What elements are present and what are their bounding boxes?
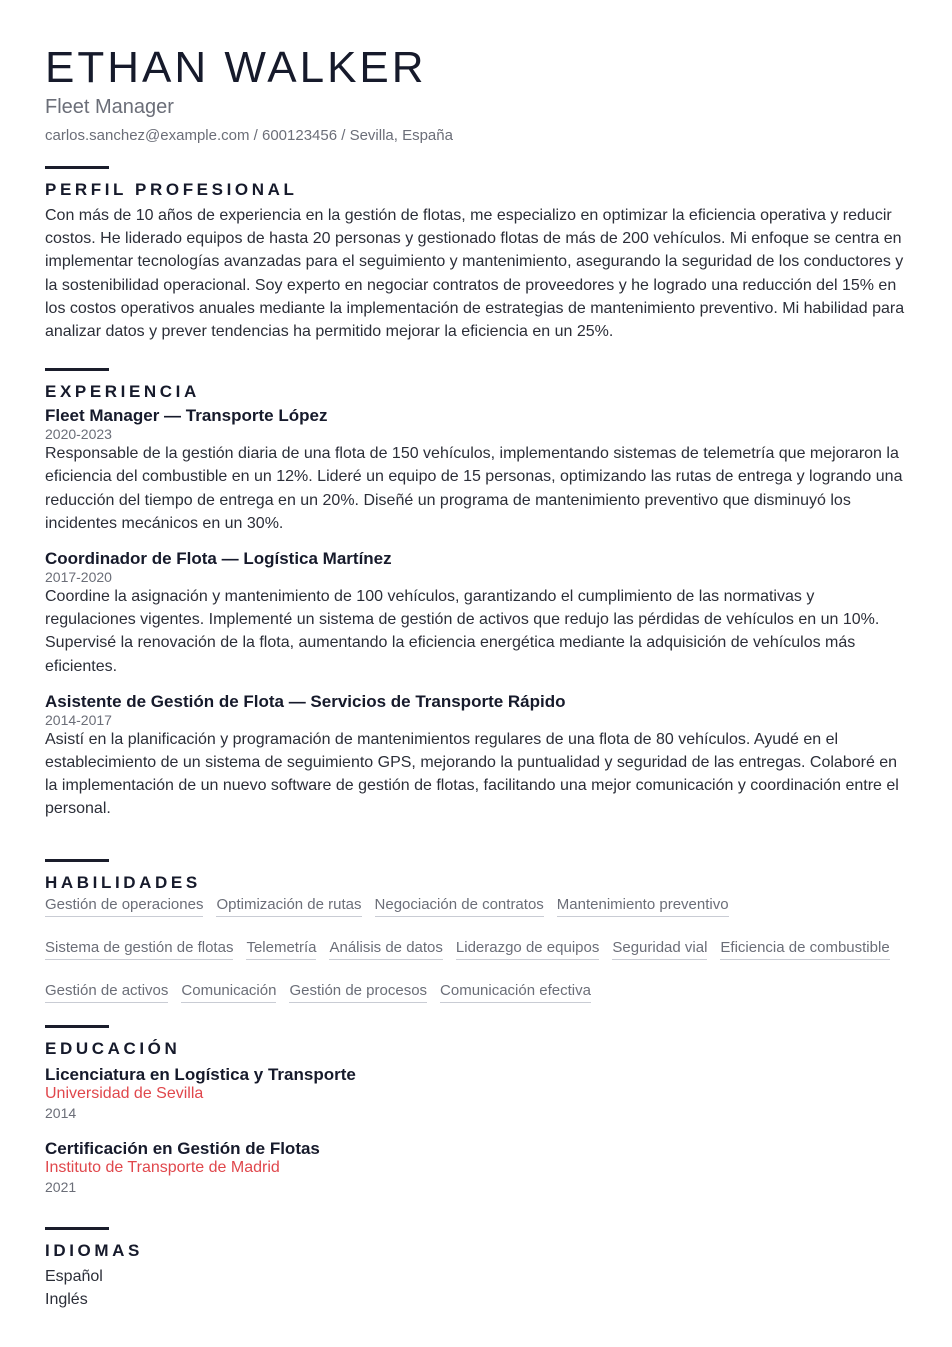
section-divider: [45, 1227, 109, 1230]
section-divider: [45, 368, 109, 371]
job-description: Responsable de la gestión diaria de una flota de 150 vehículos, implementando sistemas de telemetría que mejoraron la eficiencia del combustible en un 12%. Lideré un equipo de 15 personas, optimizando las rutas de entrega y logrando una reducción del tiempo de entrega en un 20%. Diseñé un programa de mantenimiento preventivo que disminuyó los incidentes mecánicos en un 30%.: [45, 445, 903, 532]
skill-tag: Telemetría: [246, 939, 316, 960]
section-title-languages: IDIOMAS: [45, 1240, 143, 1260]
languages-list: [45, 1265, 907, 1311]
skill-tag: Gestión de activos: [45, 982, 168, 1003]
education-degree: Licenciatura en Logística y Transporte: [45, 1064, 356, 1084]
job-dates: 2017-2020: [45, 569, 112, 586]
skill-tag: Sistema de gestión de flotas: [45, 939, 233, 960]
skill-tag: Seguridad vial: [612, 939, 707, 960]
skill-tag: Comunicación efectiva: [440, 982, 591, 1003]
education-entry: [45, 1065, 907, 1123]
profile-section: [45, 166, 907, 343]
job-description: Asistí en la planificación y programación de mantenimientos regulares de una flota de 80 vehículos. Ayudé en el establecimiento de un sistema de seguimiento GPS, mejorando la puntualidad y seguridad de las entregas. Colaboré en la implementación de un nuevo software de gestión de flotas, facilitando una mejor comunicación y coordinación entre el personal.: [45, 730, 899, 818]
contact-info: carlos.sanchez@example.com / 600123456 / Sevilla, España: [45, 127, 453, 144]
language-item: Español: [45, 1267, 103, 1285]
skill-tag: Eficiencia de combustible: [720, 939, 889, 960]
job-entry: [45, 692, 907, 821]
section-divider: [45, 166, 109, 169]
job-dates: 2014-2017: [45, 711, 112, 728]
language-item: Inglés: [45, 1290, 88, 1308]
resume-header: [45, 44, 907, 145]
job-title: Fleet Manager — Transporte López: [45, 406, 328, 426]
candidate-name: ETHAN WALKER: [45, 43, 427, 92]
skill-tag: Liderazgo de equipos: [456, 939, 599, 960]
section-title-skills: HABILIDADES: [45, 872, 201, 892]
education-year: 2014: [45, 1104, 77, 1121]
education-school: Universidad de Sevilla: [45, 1084, 204, 1102]
skills-section: [45, 859, 907, 1003]
candidate-title: Fleet Manager: [45, 96, 174, 118]
skill-tag: Optimización de rutas: [216, 896, 361, 917]
skill-tag: Gestión de operaciones: [45, 896, 203, 917]
education-school: Instituto de Transporte de Madrid: [45, 1158, 280, 1176]
section-title-profile: PERFIL PROFESIONAL: [45, 180, 298, 199]
job-dates: 2020-2023: [45, 426, 112, 443]
section-divider: [45, 1025, 109, 1028]
education-section: [45, 1025, 907, 1197]
skill-tag: Comunicación: [181, 982, 276, 1003]
skill-tag: Mantenimiento preventivo: [557, 896, 729, 917]
job-title: Asistente de Gestión de Flota — Servicios de Transporte Rápido: [45, 691, 566, 711]
education-degree: Certificación en Gestión de Flotas: [45, 1138, 320, 1158]
languages-section: [45, 1227, 907, 1311]
skill-tag: Análisis de datos: [329, 939, 442, 960]
job-entry: [45, 406, 907, 535]
skills-list: [45, 896, 915, 1003]
job-title: Coordinador de Flota — Logística Martínez: [45, 549, 392, 569]
job-entry: [45, 549, 907, 678]
education-entry: [45, 1139, 907, 1197]
education-year: 2021: [45, 1178, 77, 1195]
experience-section: [45, 368, 907, 820]
job-description: Coordine la asignación y mantenimiento de 100 vehículos, garantizando el cumplimiento de las normativas y regulaciones vigentes. Implementé un sistema de gestión de activos que redujo las pérdidas de vehículos en un 10%. Supervisé la renovación de la flota, aumentando la eficiencia energética mediante la adquisición de vehículos más eficientes.: [45, 588, 880, 675]
section-title-education: EDUCACIÓN: [45, 1038, 181, 1058]
section-title-experience: EXPERIENCIA: [45, 382, 200, 402]
section-divider: [45, 859, 109, 862]
profile-text: Con más de 10 años de experiencia en la gestión de flotas, me especializo en optimizar la eficiencia operativa y reducir costos. He liderado equipos de hasta 20 personas y gestionado flotas de más de 200 vehículos. Mi enfoque se centra en implementar tecnologías avanzadas para el seguimiento y mantenimiento, asegurando la seguridad de los conductores y la sostenibilidad operacional. Soy experto en negociar contratos de proveedores y he logrado una reducción del 15% en los costos operativos anuales mediante la implementación de estrategias de mantenimiento preventivo. Mi habilidad para analizar datos y prever tendencias ha permitido mejorar la eficiencia en un 25%.: [45, 207, 905, 341]
skill-tag: Gestión de procesos: [289, 982, 427, 1003]
skill-tag: Negociación de contratos: [375, 896, 544, 917]
